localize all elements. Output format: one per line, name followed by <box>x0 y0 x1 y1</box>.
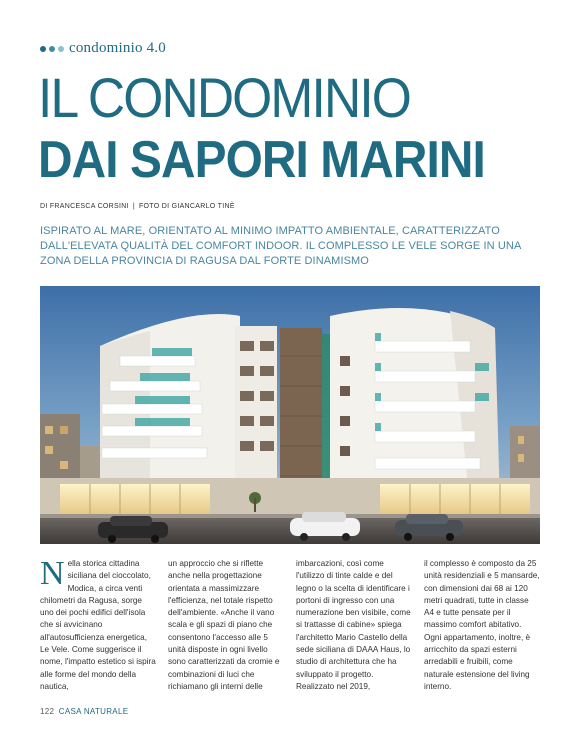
page-number: 122 <box>40 707 55 716</box>
folio <box>40 707 128 716</box>
magazine-name: CASA NATURALE <box>58 707 129 716</box>
lead-paragraph: ISPIRATO AL MARE, ORIENTATO AL MINIMO IMPATTO AMBIENTALE, CARATTERIZZATO DALL'ELEVATA QUALITÀ DEL COMFORT INDOOR. IL COMPLESSO LE VELE SORGE IN UNA ZONA DELLA PROVINCIA DI RAGUSA DAL FORTE DINAMISMO <box>40 225 521 267</box>
section-dots-icon <box>40 46 64 52</box>
headline-line-1: IL CONDOMINIO <box>38 66 411 129</box>
body-column-4: il complesso è composto da 25 unità residenziali e 5 mansarde, con dimensioni dai 68 ai 120 metri quadrati, tutte in classe A4 e tutte pensate per il massimo comfort abitativo. Ogni appartamento, inoltre, è arricchito da spazi esterni arredabili e fruibili, come naturale estensione del living interno. <box>424 559 540 691</box>
body-column-1 <box>40 555 156 693</box>
byline-author: DI FRANCESCA CORSINI <box>40 203 129 210</box>
byline-separator: | <box>132 203 135 210</box>
body-column-2: un approccio che si riflette anche nella progettazione orientata a massimizzare l'efficienza, nel totale rispetto dell'ambiente. «Anche il vano scala e gli spazi di piano che consentono l'accesso alle 5 unità disposte in ogni livello sono caratterizzati da cromie e combinazioni di luci che richiamano gli interni delle <box>168 559 280 691</box>
body-column-1-text: ella storica cittadina siciliana del cioccolato, Modica, a circa venti chilometri da Ragusa, sorge uno dei pochi edifici dell'isola che si avvicinano all'autosufficienza energetica, Le Vele. Come suggerisce il nome, l'impatto estetico si ispira alle forme del mondo della nautica, <box>40 559 156 691</box>
byline <box>40 203 235 210</box>
article-body <box>40 555 540 728</box>
building-photo <box>40 286 540 544</box>
body-column-3: imbarcazioni, così come l'utilizzo di tinte calde e del legno o la scelta di identificare i portoni di ingresso con una numerazione ben visibile, come si trattasse di cabine» spiega l'architetto Mario Castello della sede siciliana di DAAA Haus, lo studio di architettura che ha sviluppato il progetto. Realizzato nel 2019, <box>296 559 411 691</box>
headline-line-2: DAI SAPORI MARINI <box>38 131 485 189</box>
section-tag <box>40 40 166 57</box>
byline-photo-credit: FOTO DI GIANCARLO TINÈ <box>138 203 235 210</box>
section-label: condominio 4.0 <box>69 40 166 56</box>
dropcap: N <box>40 555 65 592</box>
